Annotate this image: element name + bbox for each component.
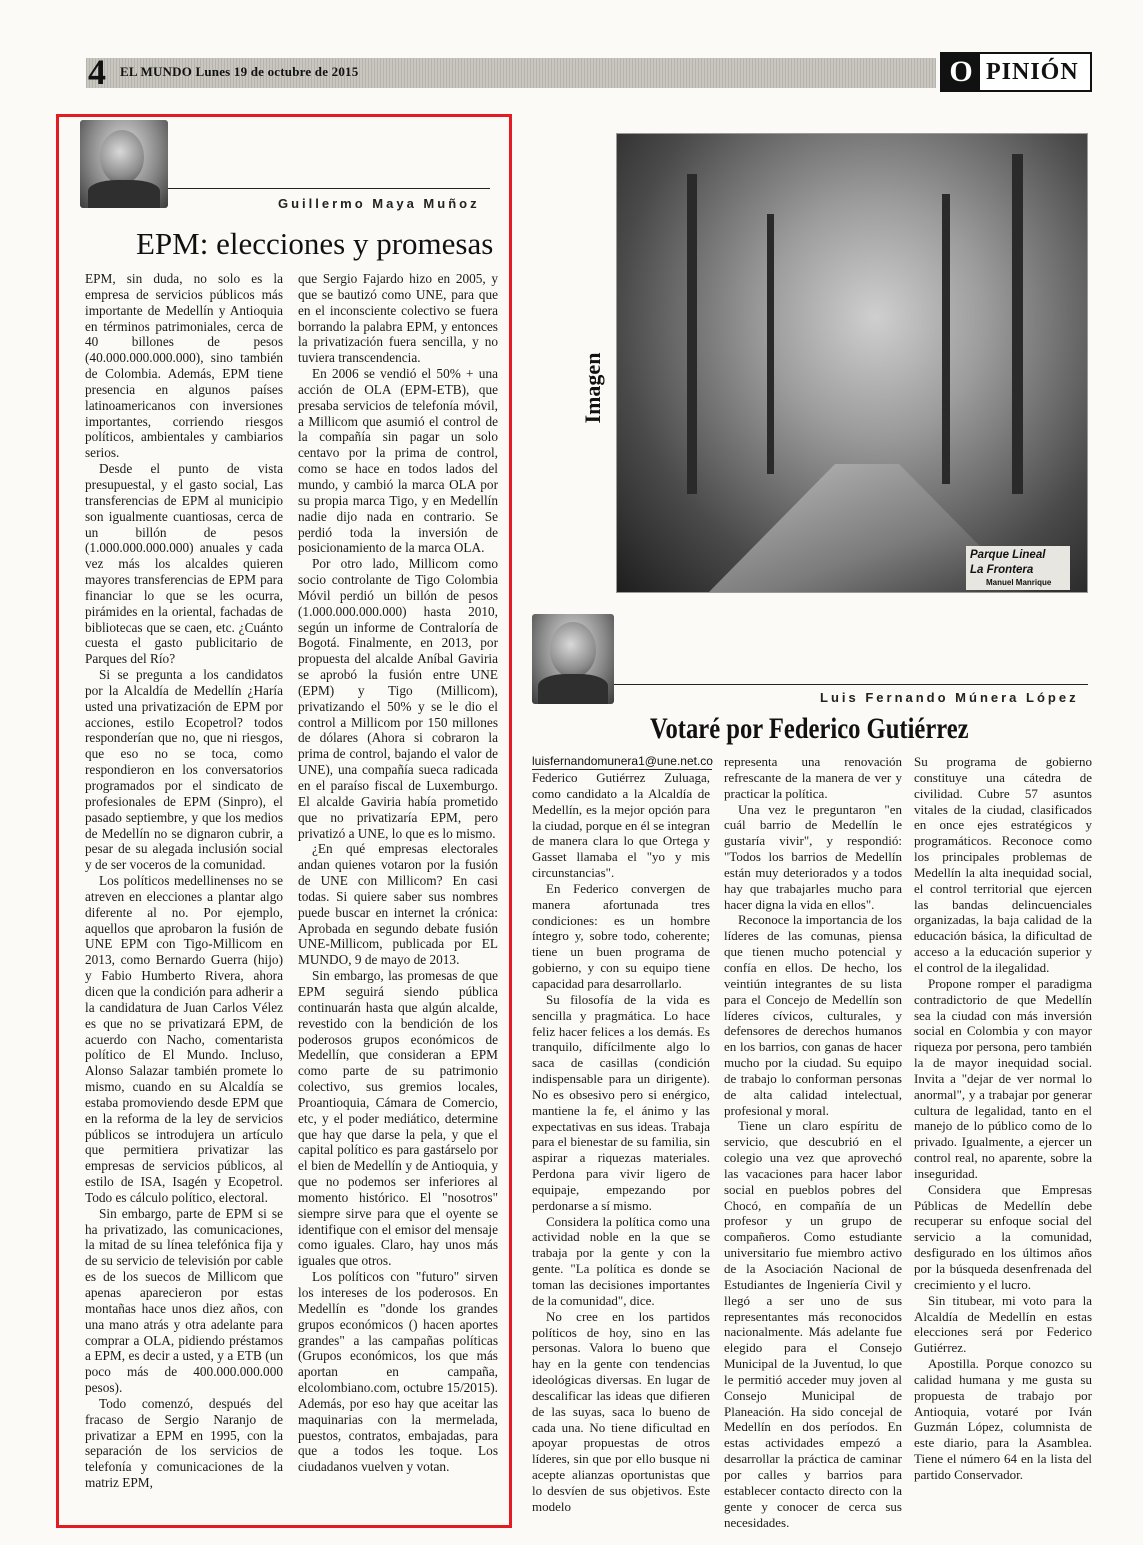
byline-rule	[168, 188, 490, 189]
paragraph: Desde el punto de vista presupuestal, y el gasto social, Las transferencias de EPM al municipio son igualmente cuantiosas, cerca de un billón de pesos (1.000.000.000.000) anuales y cada vez más los alcaldes quieren mayores transferencias de EPM para financiar lo que se les ocurra, pirámides en la oriental, fachadas de bibliotecas que se caen, etc. ¿Cuánto cuesta el gasto publicitario de Parques del Río?	[85, 461, 283, 667]
author-email: luisfernandomunera1@une.net.co	[532, 754, 713, 768]
paragraph: que Sergio Fajardo hizo en 2005, y que se bautizó como UNE, para que en el inconsciente colectivo se fuera borrando la palabra EPM, y entonces la privatización fuera sencilla, y no tuviera transcendencia.	[298, 271, 498, 366]
paragraph: Los políticos con "futuro" sirven los intereses de los poderosos. En Medellín es "donde los grandes grupos económicos () hacen aportes grandes" a las campañas políticas (Grupos económicos, los que más aportan en campaña, elcolombiano.com, octubre 15/2015). Además, por eso hay que aceitar las maquinarias con la mermelada, puestos, contratos, embajadas, para que a todos les toque. Los ciudadanos vuelven y votan.	[298, 1269, 498, 1475]
portrait-body	[538, 674, 608, 704]
photo-caption-line1: Parque Lineal	[970, 549, 1046, 561]
photo-credit: Manuel Manrique	[986, 578, 1052, 587]
paragraph: representa una renovación refrescante de la manera de ver y practicar la política.	[724, 754, 902, 801]
section-badge-label: PINIÓN	[986, 59, 1079, 85]
tree-trunk	[942, 194, 950, 484]
paragraph: Tiene un claro espíritu de servicio, que descubrió en el colegio una vez que aprovechó las vacaciones para hacer labor social en pueblos pobres del Chocó, en compañía de un profesor y un grupo de compañeros. Como estudiante universitario fue miembro activo de la Asociación Nacional de Estudiantes de Ingeniería Civil y llegó a ser uno de sus representantes más reconocidos nacionalmente. Más adelante fue elegido para el Consejo Municipal de la Juventud, lo que le permitió acceder muy joven al Consejo Municipal de Planeación. Ha sido concejal de Medellín en dos períodos. En estas actividades empezó a desarrollar la práctica de caminar por calles y barrios para establecer contacto directo con la gente y conocer de cerca sus necesidades.	[724, 1118, 902, 1530]
paragraph: En 2006 se vendió el 50% + una acción de OLA (EPM-ETB), que presaba servicios de telefonía móvil, a Millicom que asumió el control de la compañía sin pagar un solo centavo por la prima de control, como se hace en todos lados del mundo, y cambió la marca OLA por su propia marca Tigo, y en Medellín nadie dijo nada en contrario. Se perdió toda la inversión de posicionamiento de la marca OLA.	[298, 366, 498, 556]
paragraph: Federico Gutiérrez Zuluaga, como candidato a la Alcaldía de Medellín, es la mejor opción para la ciudad, porque en él se integran de manera clara lo que Ortega y Gasset llamaba el "yo y mis circunstancias".	[532, 770, 710, 881]
portrait-head	[550, 622, 596, 678]
article2-column-3	[914, 754, 1092, 1483]
paragraph: Reconoce la importancia de los líderes de las comunas, piensa que tienen mucho potencial y confía en ellos. De hecho, los veintiún integrantes de su lista para el Concejo de Medellín son líderes cívicos, culturales, y defensores de derechos humanos en los barrios, con ganas de hacer mucho por la ciudad. Su equipo de trabajo lo conforman personas de alta calidad intelectual, profesional y moral.	[724, 912, 902, 1118]
portrait-body	[88, 180, 160, 208]
paragraph: Su programa de gobierno constituye una cátedra de civilidad. Cubre 57 asuntos vitales de la ciudad, clasificados en once ejes estratégicos y programáticos. Reconoce como los principales problemas de Medellín la alta inequidad social, el control territorial que ejercen las bandas delincuenciales organizadas, la baja calidad de la educación básica, la dificultad de acceso a la educación superior y el control de la ilegalidad.	[914, 754, 1092, 975]
paragraph: Si se pregunta a los candidatos por la Alcaldía de Medellín ¿Haría usted una privatización de EPM por acciones, estilo Ecopetrol? todos responderían que no, que ni riesgos, que eso no se toca, como respondieron en los conversatorios programados por el sindicato de profesionales de EPM (Sinpro), el pasado septiembre, y que los medios de Medellín no se dignaron cubrir, a pesar de su alegada inclusión social y de ser voceros de la comunidad.	[85, 667, 283, 873]
paragraph: Todo comenzó, después del fracaso de Sergio Naranjo de privatizar a EPM en 1995, con la separación de los servicios de telefonía y comunicaciones de la matriz EPM,	[85, 1395, 283, 1491]
article-title: EPM: elecciones y promesas	[136, 226, 494, 261]
section-badge	[940, 52, 1092, 92]
author-byline: Luis Fernando Múnera López	[820, 690, 1079, 705]
photo-caption-line2: La Frontera	[970, 564, 1034, 576]
paragraph: Apostilla. Porque conozco su calidad humana y me gusta su propuesta de trabajo por Antioquia, votaré por Iván Guzmán López, columnista de este diario, para la Asamblea. Tiene el número 64 en la lista del partido Conservador.	[914, 1356, 1092, 1482]
author-photo-munera	[532, 614, 614, 704]
paragraph: No cree en los partidos políticos de hoy, sino en las personas. Valora lo bueno que hay en la gente con tendencias ideológicas diversas. En lugar de descalificar las ideas que difieren de las suyas, saca lo bueno de cada una. No tiene dificultad en apoyar propuestas de otros líderes, sin que por ello busque ni acepte alianzas oportunistas que lo desvíen de sus objetivos. Este modelo	[532, 1308, 710, 1514]
article2-column-2	[724, 754, 902, 1530]
paragraph: Su filosofía de la vida es sencilla y pragmática. Lo hace feliz hacer felices a los demás. Es tranquilo, difícilmente algo lo saca de casillas (condición indispensable para un dirigente). No es obsesivo pero si enérgico, mantiene la fe, el ánimo y las expectativas en sus ideas. Trabaja para el bienestar de su familia, sin aspirar a riquezas materiales. Perdona para vivir ligero de equipaje, empezando por perdonarse a sí mismo.	[532, 991, 710, 1213]
paragraph: Por otro lado, Millicom como socio controlante de Tigo Colombia Móvil perdió un billón de pesos (1.000.000.000.000) hasta 2010, según un informe de Contraloría de Bogotá. Finalmente, en 2013, por propuesta del alcalde Aníbal Gaviria se aprobó la fusión entre UNE (EPM) y Tigo (Millicom), privatizando el 50% y se le dio el control a Millicom por 150 millones de dólares (Ahora si cobraron la prima de control, bajando el valor de UNE), una compañía sueca radicada en el paraíso fiscal de Luxemburgo. El alcalde Gaviria había prometido que no privatizaría EPM, pero privatizó a UNE, lo que es lo mismo.	[298, 556, 498, 841]
paragraph: Considera que Empresas Públicas de Medellín debe recuperar su enfoque social del servicio a la comunidad, desfigurado en los últimos años por la búsqueda desenfrenada del crecimiento y el lucro.	[914, 1181, 1092, 1292]
paragraph: Sin embargo, parte de EPM si se ha privatizado, las comunicaciones, la mitad de su línea telefónica fija y de su servicio de televisión por cable es de los suecos de Millicom que apenas aparecieron por estas montañas hace unos diez años, con una mano atrás y otra adelante para comprar a OLA, pidiendo préstamos a EPM, es decir a usted, y a ETB (un poco más de 400.000.000.000 pesos).	[85, 1205, 283, 1396]
paragraph: Sin titubear, mi voto para la Alcaldía de Medellín en estas elecciones será por Federico Gutiérrez.	[914, 1292, 1092, 1356]
article-title: Votaré por Federico Gutiérrez	[650, 712, 969, 745]
tree-trunk	[687, 174, 697, 494]
park-photo	[616, 133, 1088, 593]
byline-rule	[614, 684, 1088, 685]
section-label-vertical	[578, 330, 608, 450]
paragraph: Sin embargo, las promesas de que EPM seguirá siendo pública continuarán hasta que algún alcalde, revestido con la bendición de los poderosos grupos económicos de Medellín, que consideran a EPM como parte de su patrimonio colectivo, sus gremios locales, Proantioquia, Cámara de Comercio, etc, y el poder mediático, determine que hay que darse la pela, y que el capital político es para gastárselo por el bien de Medellín y de Antioquia, y que no podemos ser inferiores al momento histórico. El "nosotros" siempre sirve para que el oyente se identifique con el emisor del mensaje como iguales. Claro, hay unos más iguales que otros.	[298, 968, 498, 1269]
article1-column-1	[85, 271, 283, 1491]
paragraph: En Federico convergen de manera afortunada tres condiciones: es un hombre íntegro y, sobre todo, coherente; tiene un buen programa de gobierno, y con su equipo tiene capacidad para desarrollarlo.	[532, 880, 710, 991]
portrait-head	[100, 130, 144, 184]
section-badge-initial: O	[942, 54, 980, 90]
paragraph: ¿En qué empresas electorales andan quienes votaron por la fusión de UNE con Millicom? En casi todas. Si quiere saber sus nombres puede buscar en internet la crónica: Aprobada en segundo debate fusión UNE-Millicom, publicada por EL MUNDO, 9 de mayo de 2013.	[298, 841, 498, 968]
author-byline: Guillermo Maya Muñoz	[278, 196, 480, 211]
paragraph: Una vez le preguntaron "en cuál barrio de Medellín le gustaría vivir", y respondió: "Todos los barrios de Medellín están muy deteriorados y a todos hay que trabajarles mucho para hacer digna la vida en ellos".	[724, 801, 902, 912]
paragraph: Considera la política como una actividad noble en la que se trabaja por la gente y con la gente. "La política es donde se toman las decisiones importantes de la comunidad", dice.	[532, 1213, 710, 1308]
tree-trunk	[767, 214, 774, 474]
masthead: EL MUNDO Lunes 19 de octubre de 2015	[120, 64, 359, 79]
paragraph: Los políticos medellinenses no se atreven en elecciones a plantar algo diferente al no. Por ejemplo, aquellos que aprobaron la fusión de UNE EPM con Tigo-Millicom en 2013, como Bernardo Guerra (hijo) y Fabio Humberto Rivera, ahora dicen que la condición para adherir a la candidatura de Juan Carlos Vélez es que no se privatizará EPM, de acuerdo con Nacho, comentarista político de El Mundo. Incluso, Alonso Salazar también promete lo mismo, cuando en su Alcaldía se estaba promoviendo desde EPM que en la reforma de la ley de servicios públicos se introdujera un artículo que permitiera privatizar las empresas de servicios públicos, al estilo de ISA, Isagén y Ecopetrol. Todo es cálculo político, electoral.	[85, 873, 283, 1205]
article1-column-2	[298, 271, 498, 1475]
section-label-text: Imagen	[580, 352, 605, 424]
author-photo-maya	[80, 120, 168, 208]
article2-column-1	[532, 770, 710, 1515]
page-number: 4	[88, 52, 106, 92]
paragraph: Propone romper el paradigma contradictorio de que Medellín sea la ciudad con más inversión social en Colombia y con mayor riqueza por persona, pero también la de mayor inequidad social. Invita a "dejar de ver normal lo anormal", y a trabajar por generar cultura de legalidad, tanto en el manejo de lo público como de lo privado. Igualmente, a ejercer un control real, no aparente, sobre la inseguridad.	[914, 975, 1092, 1181]
tree-trunk	[1012, 154, 1023, 494]
paragraph: EPM, sin duda, no solo es la empresa de servicios públicos más importante de Medellín y Antioquia en términos patrimoniales, cerca de 40 billones de pesos (40.000.000.000.000), sino también de Colombia. Además, EPM tiene presencia en algunos países latinoamericanos con inversiones importantes, corriendo riesgos políticos, ambientales y cambiarios serios.	[85, 271, 283, 461]
